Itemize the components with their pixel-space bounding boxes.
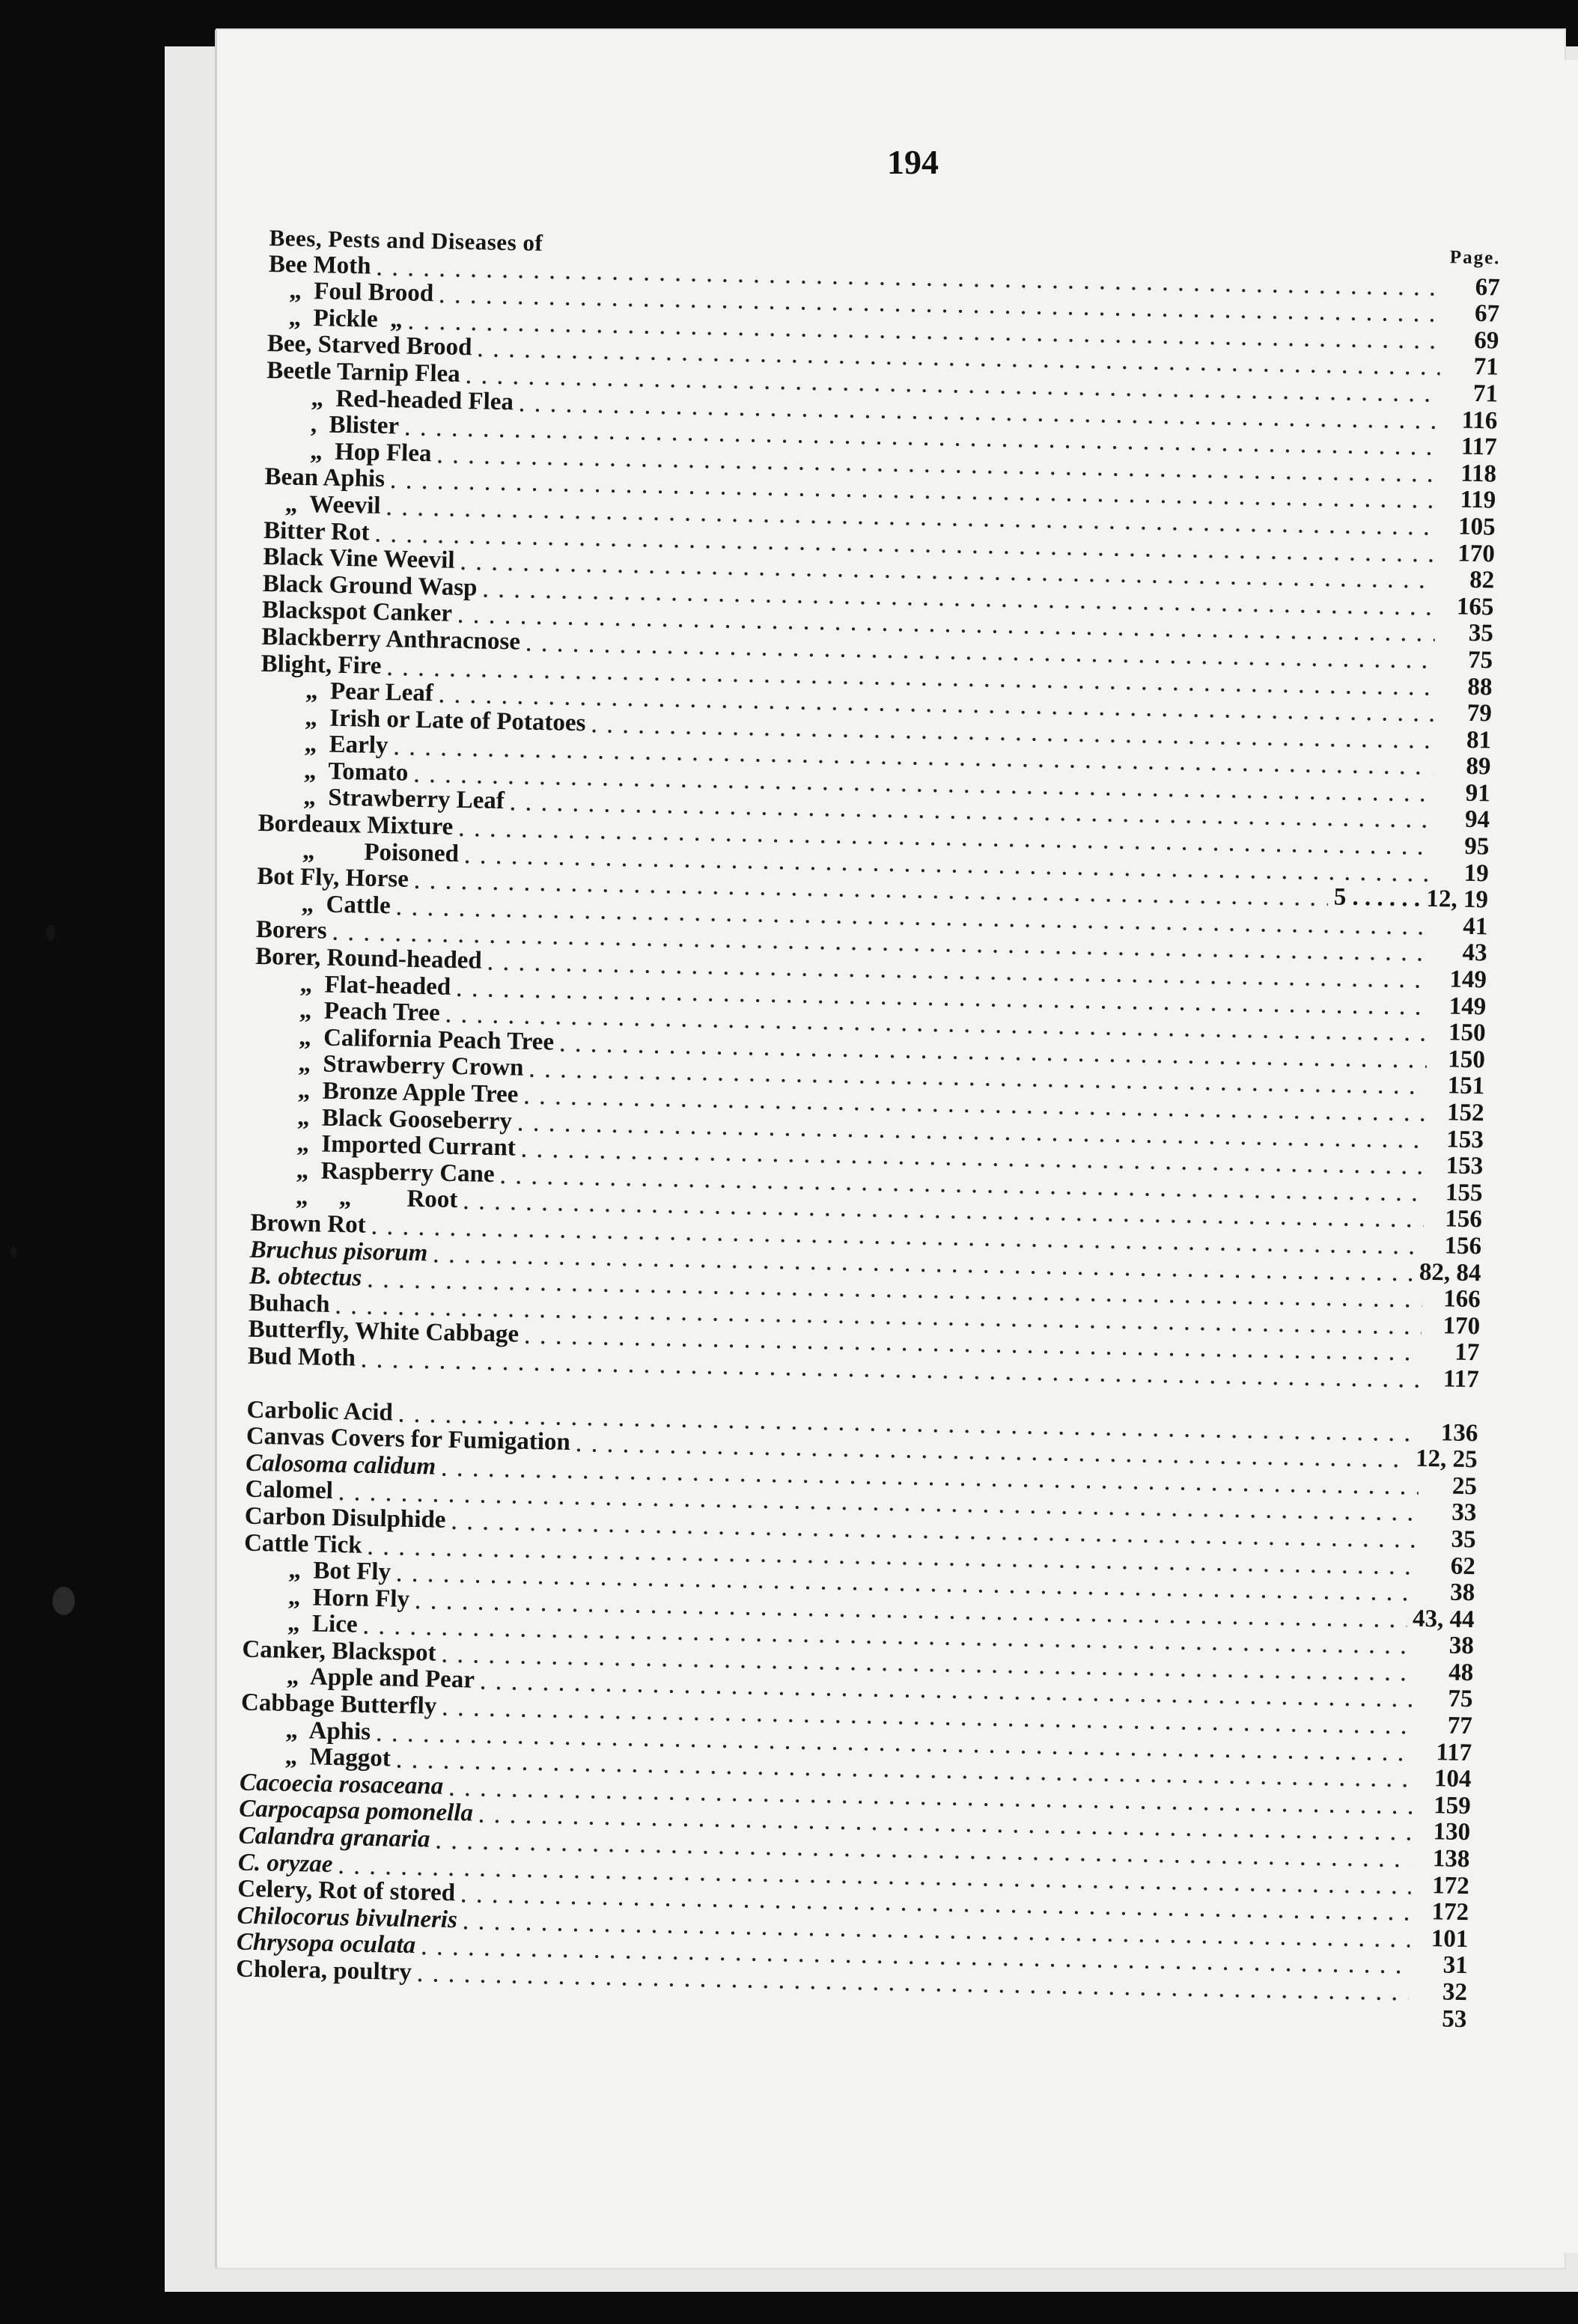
entry-label: „ Maggot (284, 1743, 392, 1772)
entry-page: 150 (1448, 1046, 1486, 1074)
entry-label: Bot Fly, Horse (256, 863, 409, 893)
entry-label: „ Pear Leaf (305, 677, 434, 707)
entry-page: 62 (1450, 1552, 1476, 1580)
entry-page: 43 (1462, 939, 1487, 967)
entry-page: 172 (1431, 1871, 1470, 1900)
entry-label: Bee Moth (268, 250, 371, 280)
entry-page: 12, 25 (1415, 1445, 1478, 1474)
entry-label: Blackspot Canker (261, 597, 453, 628)
entry-label: „ Pickle „ (288, 304, 403, 334)
entry-label: „ Lice (287, 1610, 358, 1638)
entry-page: 105 (1457, 513, 1496, 541)
page-column-label: Page. (1449, 247, 1501, 269)
entry-label: „ Foul Brood (288, 277, 434, 308)
entry-page: 43, 44 (1412, 1605, 1475, 1633)
entry-label: „ „ Root (295, 1183, 458, 1214)
entry-page: 41 (1462, 912, 1488, 941)
entry-page: 71 (1473, 353, 1499, 381)
entry-page: 136 (1440, 1418, 1478, 1447)
entry-page: 75 (1467, 646, 1493, 674)
entry-label: „ Strawberry Crown (298, 1050, 524, 1082)
entry-label: „ Black Gooseberry (296, 1103, 513, 1135)
entry-label: B. obtectus (249, 1262, 362, 1292)
entry-page: 75 (1448, 1686, 1473, 1713)
entry-label: „ Hop Flea (309, 437, 432, 467)
entry-page: 101 (1431, 1925, 1469, 1953)
entry-label: Borers (255, 916, 327, 945)
entry-page: 32 (1442, 1978, 1468, 2007)
entry-label: Calosoma calidum (245, 1449, 436, 1480)
next-page-edge (1559, 60, 1578, 2253)
entry-page: 150 (1448, 1019, 1486, 1047)
entry-page: 35 (1468, 620, 1494, 647)
entry-page: 118 (1460, 460, 1497, 488)
entry-page: 71 (1472, 379, 1499, 408)
entry-label: Bitter Rot (263, 516, 370, 546)
entry-page: 117 (1443, 1365, 1480, 1394)
entry-page: 166 (1443, 1285, 1481, 1314)
entry-page: 156 (1444, 1205, 1483, 1233)
entry-label: , Blister (310, 411, 400, 440)
entry-page: 31 (1443, 1951, 1468, 1980)
entry-page: 79 (1466, 699, 1493, 728)
entry-label: Buhach (248, 1289, 330, 1318)
entry-page: 116 (1461, 406, 1498, 435)
entry-page: 153 (1446, 1152, 1484, 1180)
entry-label: „ California Peach Tree (298, 1023, 555, 1056)
entry-label: Carpocapsa pomonella (239, 1796, 474, 1828)
entry-page: 91 (1465, 779, 1491, 808)
entry-page: 149 (1449, 966, 1487, 994)
entry-label: „ Weevil (284, 490, 381, 519)
scan-speck (52, 1587, 75, 1615)
entry-label: Chilocorus bivulneris (237, 1902, 458, 1934)
entry-page: 149 (1448, 992, 1487, 1021)
entry-page: 130 (1433, 1818, 1471, 1846)
entry-label: „ Peach Tree (299, 997, 441, 1027)
entry-label: „ Red-headed Flea (311, 384, 514, 415)
entry-page: 67 (1475, 273, 1501, 302)
entry-label: Chrysopa oculata (236, 1928, 416, 1959)
page-number: 194 (887, 143, 939, 181)
entry-page: 33 (1451, 1498, 1477, 1527)
entry-label: Beetle Tarnip Flea (266, 356, 461, 388)
entry-label: Black Vine Weevil (263, 543, 455, 574)
entry-page: 104 (1434, 1765, 1472, 1793)
entry-page: 89 (1466, 753, 1491, 781)
entry-label: Bee, Starved Brood (266, 330, 472, 362)
entry-label: Celery, Rot of stored (237, 1875, 456, 1907)
entry-label: Bruchus pisorum (249, 1236, 428, 1266)
entry-label: Brown Rot (250, 1209, 367, 1239)
entry-page: 48 (1448, 1659, 1474, 1687)
entry-label: Bean Aphis (264, 463, 386, 493)
entry-label: Carbolic Acid (246, 1396, 394, 1426)
entry-label: Bordeaux Mixture (258, 809, 454, 841)
entry-page: 82 (1469, 566, 1495, 594)
entry-label: Calomel (245, 1476, 334, 1505)
entry-page: 138 (1432, 1845, 1470, 1873)
entry-label: Carbon Disulphide (244, 1502, 446, 1534)
entry-page: 38 (1448, 1632, 1475, 1660)
entry-page: 81 (1466, 726, 1492, 754)
entry-label: C. oryzae (237, 1849, 333, 1878)
entry-page: 117 (1436, 1738, 1472, 1766)
entry-page: 170 (1457, 540, 1496, 568)
entry-page: 155 (1445, 1179, 1483, 1207)
trailing-page-number: 53 (1441, 2005, 1467, 2033)
entry-page: 88 (1467, 673, 1493, 701)
entry-page: 25 (1451, 1472, 1478, 1500)
entry-page: 151 (1447, 1072, 1485, 1100)
scan-speck (10, 1246, 16, 1258)
entry-label: „ Raspberry Cane (296, 1156, 495, 1188)
entry-label: Cacoecia rosaceana (239, 1769, 444, 1800)
entries-c-section (236, 1396, 1478, 2005)
entry-page: 67 (1474, 300, 1500, 328)
entry-label: „ Poisoned (302, 837, 460, 867)
entry-page: 170 (1443, 1312, 1481, 1341)
entry-label: Black Ground Wasp (262, 570, 478, 602)
entry-page: 19 (1463, 859, 1489, 888)
entry-label: „ Flat-headed (299, 970, 451, 1001)
entry-page: 165 (1456, 593, 1494, 621)
entry-label: „ Cattle (301, 890, 392, 920)
entry-label: Butterfly, White Cabbage (248, 1316, 520, 1349)
entry-label: „ Irish or Late of Potatoes (305, 704, 586, 736)
entry-label: Bud Moth (247, 1342, 356, 1372)
entry-label: „ Aphis (285, 1716, 371, 1745)
scan-speck (46, 924, 55, 941)
entry-label: „ Horn Fly (287, 1583, 410, 1613)
entry-label: Cattle Tick (243, 1529, 362, 1559)
entries-b-section (248, 250, 1500, 1392)
index-list (235, 225, 1500, 2032)
entry-label: Cabbage Butterfly (240, 1689, 437, 1720)
entry-page: 156 (1444, 1232, 1482, 1260)
entry-page: 152 (1446, 1099, 1484, 1127)
entry-page: 95 (1463, 832, 1490, 861)
entry-page: 17 (1454, 1339, 1480, 1367)
entry-label: Blackberry Anthracnose (261, 623, 521, 656)
entry-label: „ Early (304, 731, 389, 760)
entry-label: „ Apple and Pear (286, 1663, 475, 1695)
entry-page: 5 . . . . . . 12, 19 (1333, 883, 1489, 914)
entry-page: 94 (1464, 806, 1490, 834)
entry-page: 77 (1447, 1712, 1473, 1740)
index-heading: Bees, Pests and Diseases of (269, 225, 543, 257)
entry-label: „ Bot Fly (288, 1556, 392, 1586)
entry-page: 172 (1431, 1898, 1469, 1927)
entry-page: 119 (1460, 486, 1496, 514)
entry-page: 82, 84 (1419, 1258, 1481, 1287)
entry-page: 38 (1449, 1579, 1475, 1607)
entry-page: 159 (1433, 1792, 1472, 1820)
entry-label: Borer, Round-headed (255, 942, 483, 975)
entry-label: Canvas Covers for Fumigation (246, 1422, 571, 1457)
entry-label: „ Strawberry Leaf (302, 784, 505, 815)
entry-label: Calandra granaria (238, 1822, 430, 1853)
entry-label: „ Tomato (303, 757, 409, 787)
entry-page: 153 (1446, 1126, 1484, 1153)
entry-label: Canker, Blackspot (242, 1635, 436, 1667)
entry-label: Blight, Fire (261, 650, 382, 680)
entry-page: 69 (1473, 326, 1499, 355)
entry-label: Cholera, poultry (235, 1955, 412, 1986)
entry-page: 117 (1460, 433, 1497, 461)
entry-label: „ Bronze Apple Tree (297, 1076, 519, 1108)
entry-label: „ Imported Currant (296, 1130, 517, 1162)
entry-page: 35 (1451, 1525, 1476, 1554)
